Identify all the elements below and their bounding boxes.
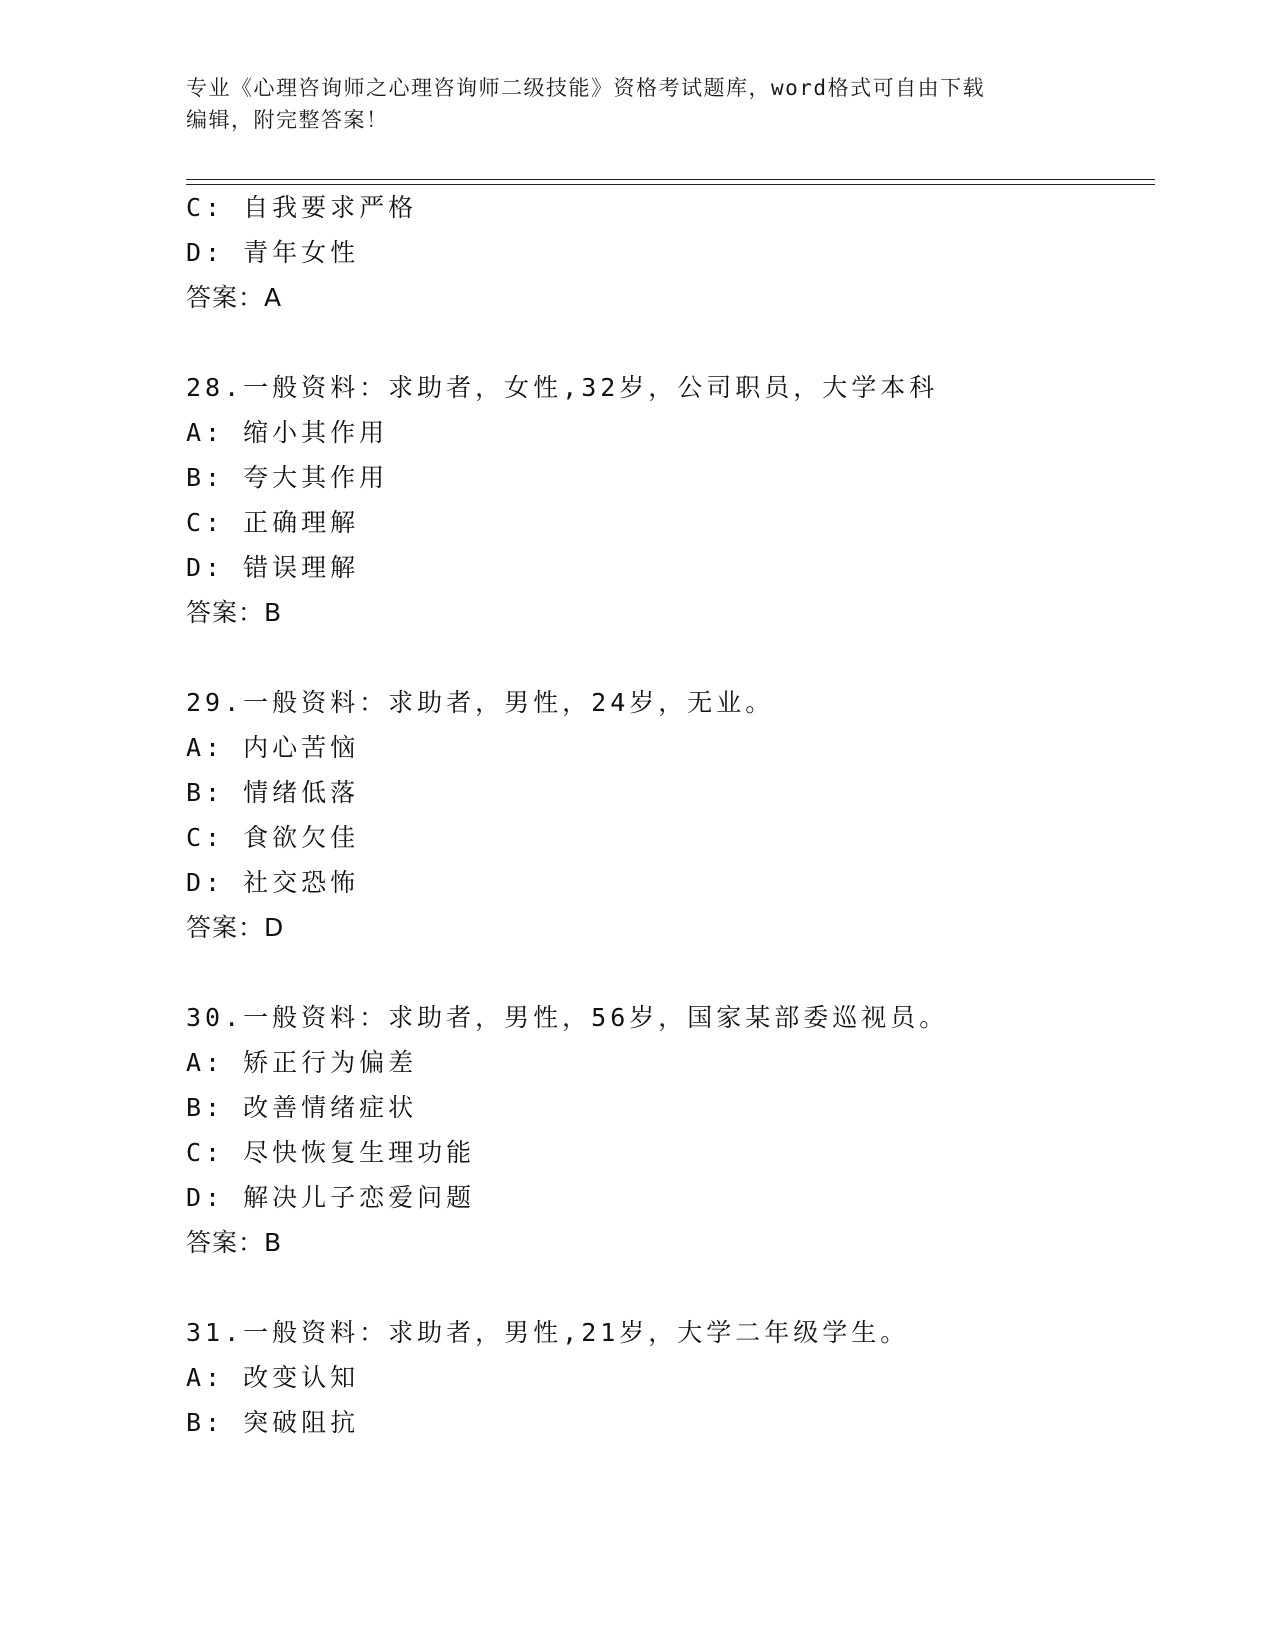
- option-line: C: 自我要求严格: [186, 193, 418, 222]
- option-line: A: 改变认知: [186, 1363, 360, 1392]
- option-line: B: 改善情绪症状: [186, 1093, 418, 1122]
- header-rule-top: [186, 179, 1155, 180]
- option-line: A: 内心苦恼: [186, 733, 360, 762]
- option-line: B: 突破阻抗: [186, 1408, 360, 1437]
- option-line: B: 情绪低落: [186, 778, 360, 807]
- option-line: C: 正确理解: [186, 508, 360, 537]
- option-line: A: 缩小其作用: [186, 418, 389, 447]
- option-line: A: 矫正行为偏差: [186, 1048, 418, 1077]
- question-line: 29.一般资料：求助者，男性，24岁，无业。: [186, 688, 775, 717]
- answer-line: 答案：B: [186, 1228, 283, 1257]
- header-rule-bottom: [186, 184, 1155, 185]
- question-line: 30.一般资料：求助者，男性，56岁，国家某部委巡视员。: [186, 1003, 949, 1032]
- option-line: C: 食欲欠佳: [186, 823, 360, 852]
- answer-line: 答案：A: [186, 283, 283, 312]
- option-line: C: 尽快恢复生理功能: [186, 1138, 476, 1167]
- question-line: 28.一般资料：求助者，女性,32岁，公司职员，大学本科: [186, 373, 939, 402]
- document-header: [186, 72, 1066, 136]
- option-line: D: 解决儿子恋爱问题: [186, 1183, 476, 1212]
- header-line-1: 专业《心理咨询师之心理咨询师二级技能》资格考试题库，word格式可自由下载: [186, 76, 986, 100]
- question-line: 31.一般资料：求助者，男性,21岁，大学二年级学生。: [186, 1318, 910, 1347]
- option-line: B: 夸大其作用: [186, 463, 389, 492]
- option-line: D: 青年女性: [186, 238, 360, 267]
- answer-line: 答案：D: [186, 913, 285, 942]
- option-line: D: 社交恐怖: [186, 868, 360, 897]
- header-line-2: 编辑，附完整答案！: [186, 108, 389, 132]
- answer-line: 答案：B: [186, 598, 283, 627]
- option-line: D: 错误理解: [186, 553, 360, 582]
